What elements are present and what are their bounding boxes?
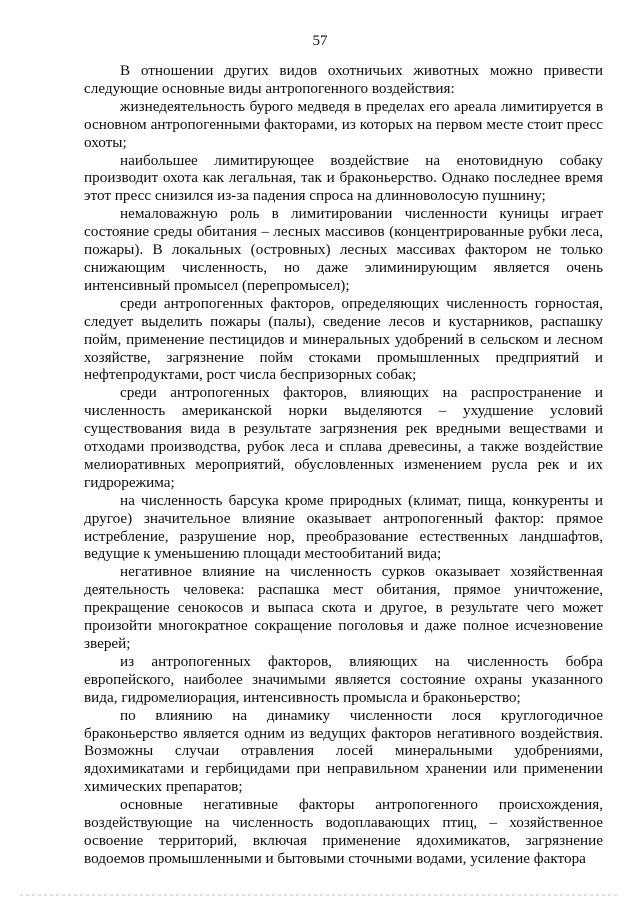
paragraph-marten: немаловажную роль в лимитировании численности куницы играет состояние среды обитания – лесных массивов (концентрированные рубки леса, пожары). В локальных (островных) лесных массивах фактором не только снижающим численность, но даже элиминирующим является очень интенсивный промысел (перепромысел);: [84, 205, 603, 294]
paragraph-intro: В отношении других видов охотничьих животных можно привести следующие основные виды антропогенного воздействия:: [84, 62, 603, 97]
paragraph-brown-bear: жизнедеятельность бурого медведя в пределах его ареала лимитируется в основном антропогенными факторами, из которых на первом месте стоит пресс охоты;: [84, 97, 603, 151]
page-number: 57: [312, 33, 328, 49]
paragraph-marmot: негативное влияние на численность сурков оказывает хозяйственная деятельность человека: распашка мест обитания, прямое уничтожение, прекращение сенокосов и выпаса скота и другое, в результате чего может произойти многократное сокращение поголовья и даже полное исчезновение зверей;: [84, 563, 603, 652]
document-body: [84, 62, 603, 868]
paragraph-beaver: из антропогенных факторов, влияющих на численность бобра европейского, наиболее значимыми является состояние охраны указанного вида, гидромелиорация, интенсивность промысла и браконьерство;: [84, 652, 603, 706]
paragraph-ermine: среди антропогенных факторов, определяющих численность горностая, следует выделить пожары (палы), сведение лесов и кустарников, распашку пойм, применение пестицидов и минеральных удобрений в сельском и лесном хозяйстве, загрязнение пойм стоками промышленных предприятий и нефтепродуктами, рост числа беспризорных собак;: [84, 294, 603, 384]
paragraph-raccoon-dog: наибольшее лимитирующее воздействие на енотовидную собаку производит охота как легальная, так и браконьерство. Однако последнее время этот пресс снизился из-за падения спроса на длинноволосую пушнину;: [84, 151, 603, 205]
paragraph-waterfowl: основные негативные факторы антропогенного происхождения, воздействующие на численность водоплавающих птиц, – хозяйственное освоение территорий, включая применение ядохимикатов, загрязнение водоемов промышленными и бытовыми сточными водами, усиление фактора: [84, 796, 603, 867]
paragraph-moose: по влиянию на динамику численности лося круглогодичное браконьерство является одним из ведущих факторов негативного воздействия. Возможны случаи отравления лосей минеральными удобрениями, ядохимикатами и гербицидами при неправильном хранении или применении химических препаратов;: [84, 706, 603, 796]
paragraph-american-mink: среди антропогенных факторов, влияющих на распространение и численность американской норки выделяются – ухудшение условий существования вида в результате загрязнения рек вредными веществами и отходами производства, рубок леса и сплава древесины, а также воздействие мелиоративных мероприятий, обусловленных изменением русла рек и их гидрорежима;: [84, 384, 603, 491]
scan-edge-line: [20, 894, 620, 896]
paragraph-badger: на численность барсука кроме природных (климат, пища, конкуренты и другое) значительное влияние оказывает антропогенный фактор: прямое истребление, разрушение нор, преобразование естественных ландшафтов, ведущие к уменьшению площади местообитаний вида;: [84, 491, 603, 563]
